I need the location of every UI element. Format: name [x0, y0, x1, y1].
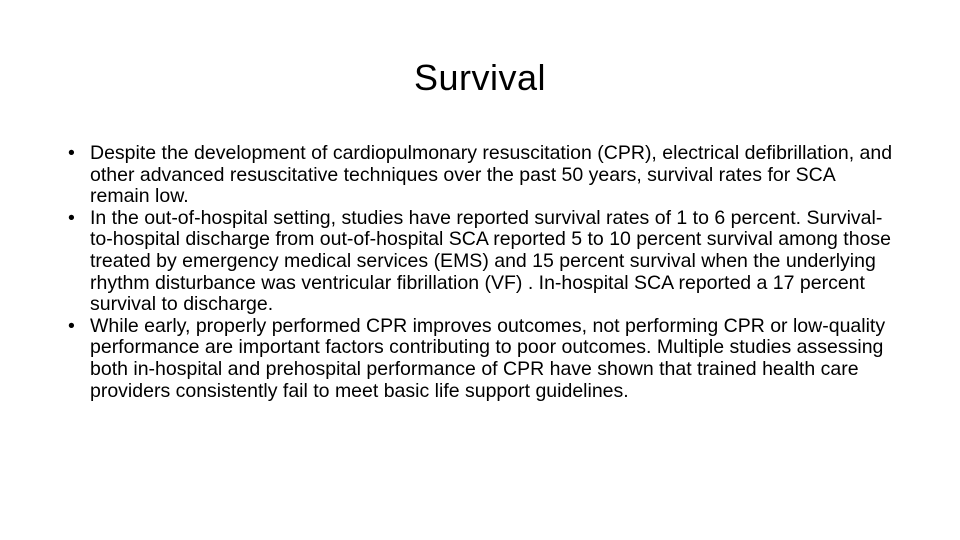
bullet-text: Despite the development of cardiopulmonary resuscitation (CPR), electrical defibrillation, and other advanced resuscitative techniques over the past 50 years, survival rates for SCA remain low.: [90, 142, 893, 208]
bullet-marker: •: [68, 206, 75, 229]
bullet-list: [66, 143, 896, 402]
bullet-marker: •: [68, 314, 75, 337]
bullet-text: While early, properly performed CPR improves outcomes, not performing CPR or low-quality performance are important factors contributing to poor outcomes. Multiple studies assessing both in-hospital and prehospital performance of CPR have shown that trained health care providers consistently fail to meet basic life support guidelines.: [90, 314, 886, 402]
slide-title: Survival: [413, 57, 547, 98]
bullet-marker: •: [68, 142, 75, 164]
bullet-item: [66, 316, 896, 402]
bullet-item: [66, 143, 896, 208]
bullet-text: In the out-of-hospital setting, studies have reported survival rates of 1 to 6 percent. Survival-to-hospital discharge from out-of-hospital SCA reported 5 to 10 percent survival among those treated by emergency medical services (EMS) and 15 percent survival when the underlying rhythm disturbance was ventricular fibrillation (VF) . In-hospital SCA reported a 17 percent survival to discharge.: [90, 206, 892, 316]
bullet-item: [66, 208, 896, 316]
